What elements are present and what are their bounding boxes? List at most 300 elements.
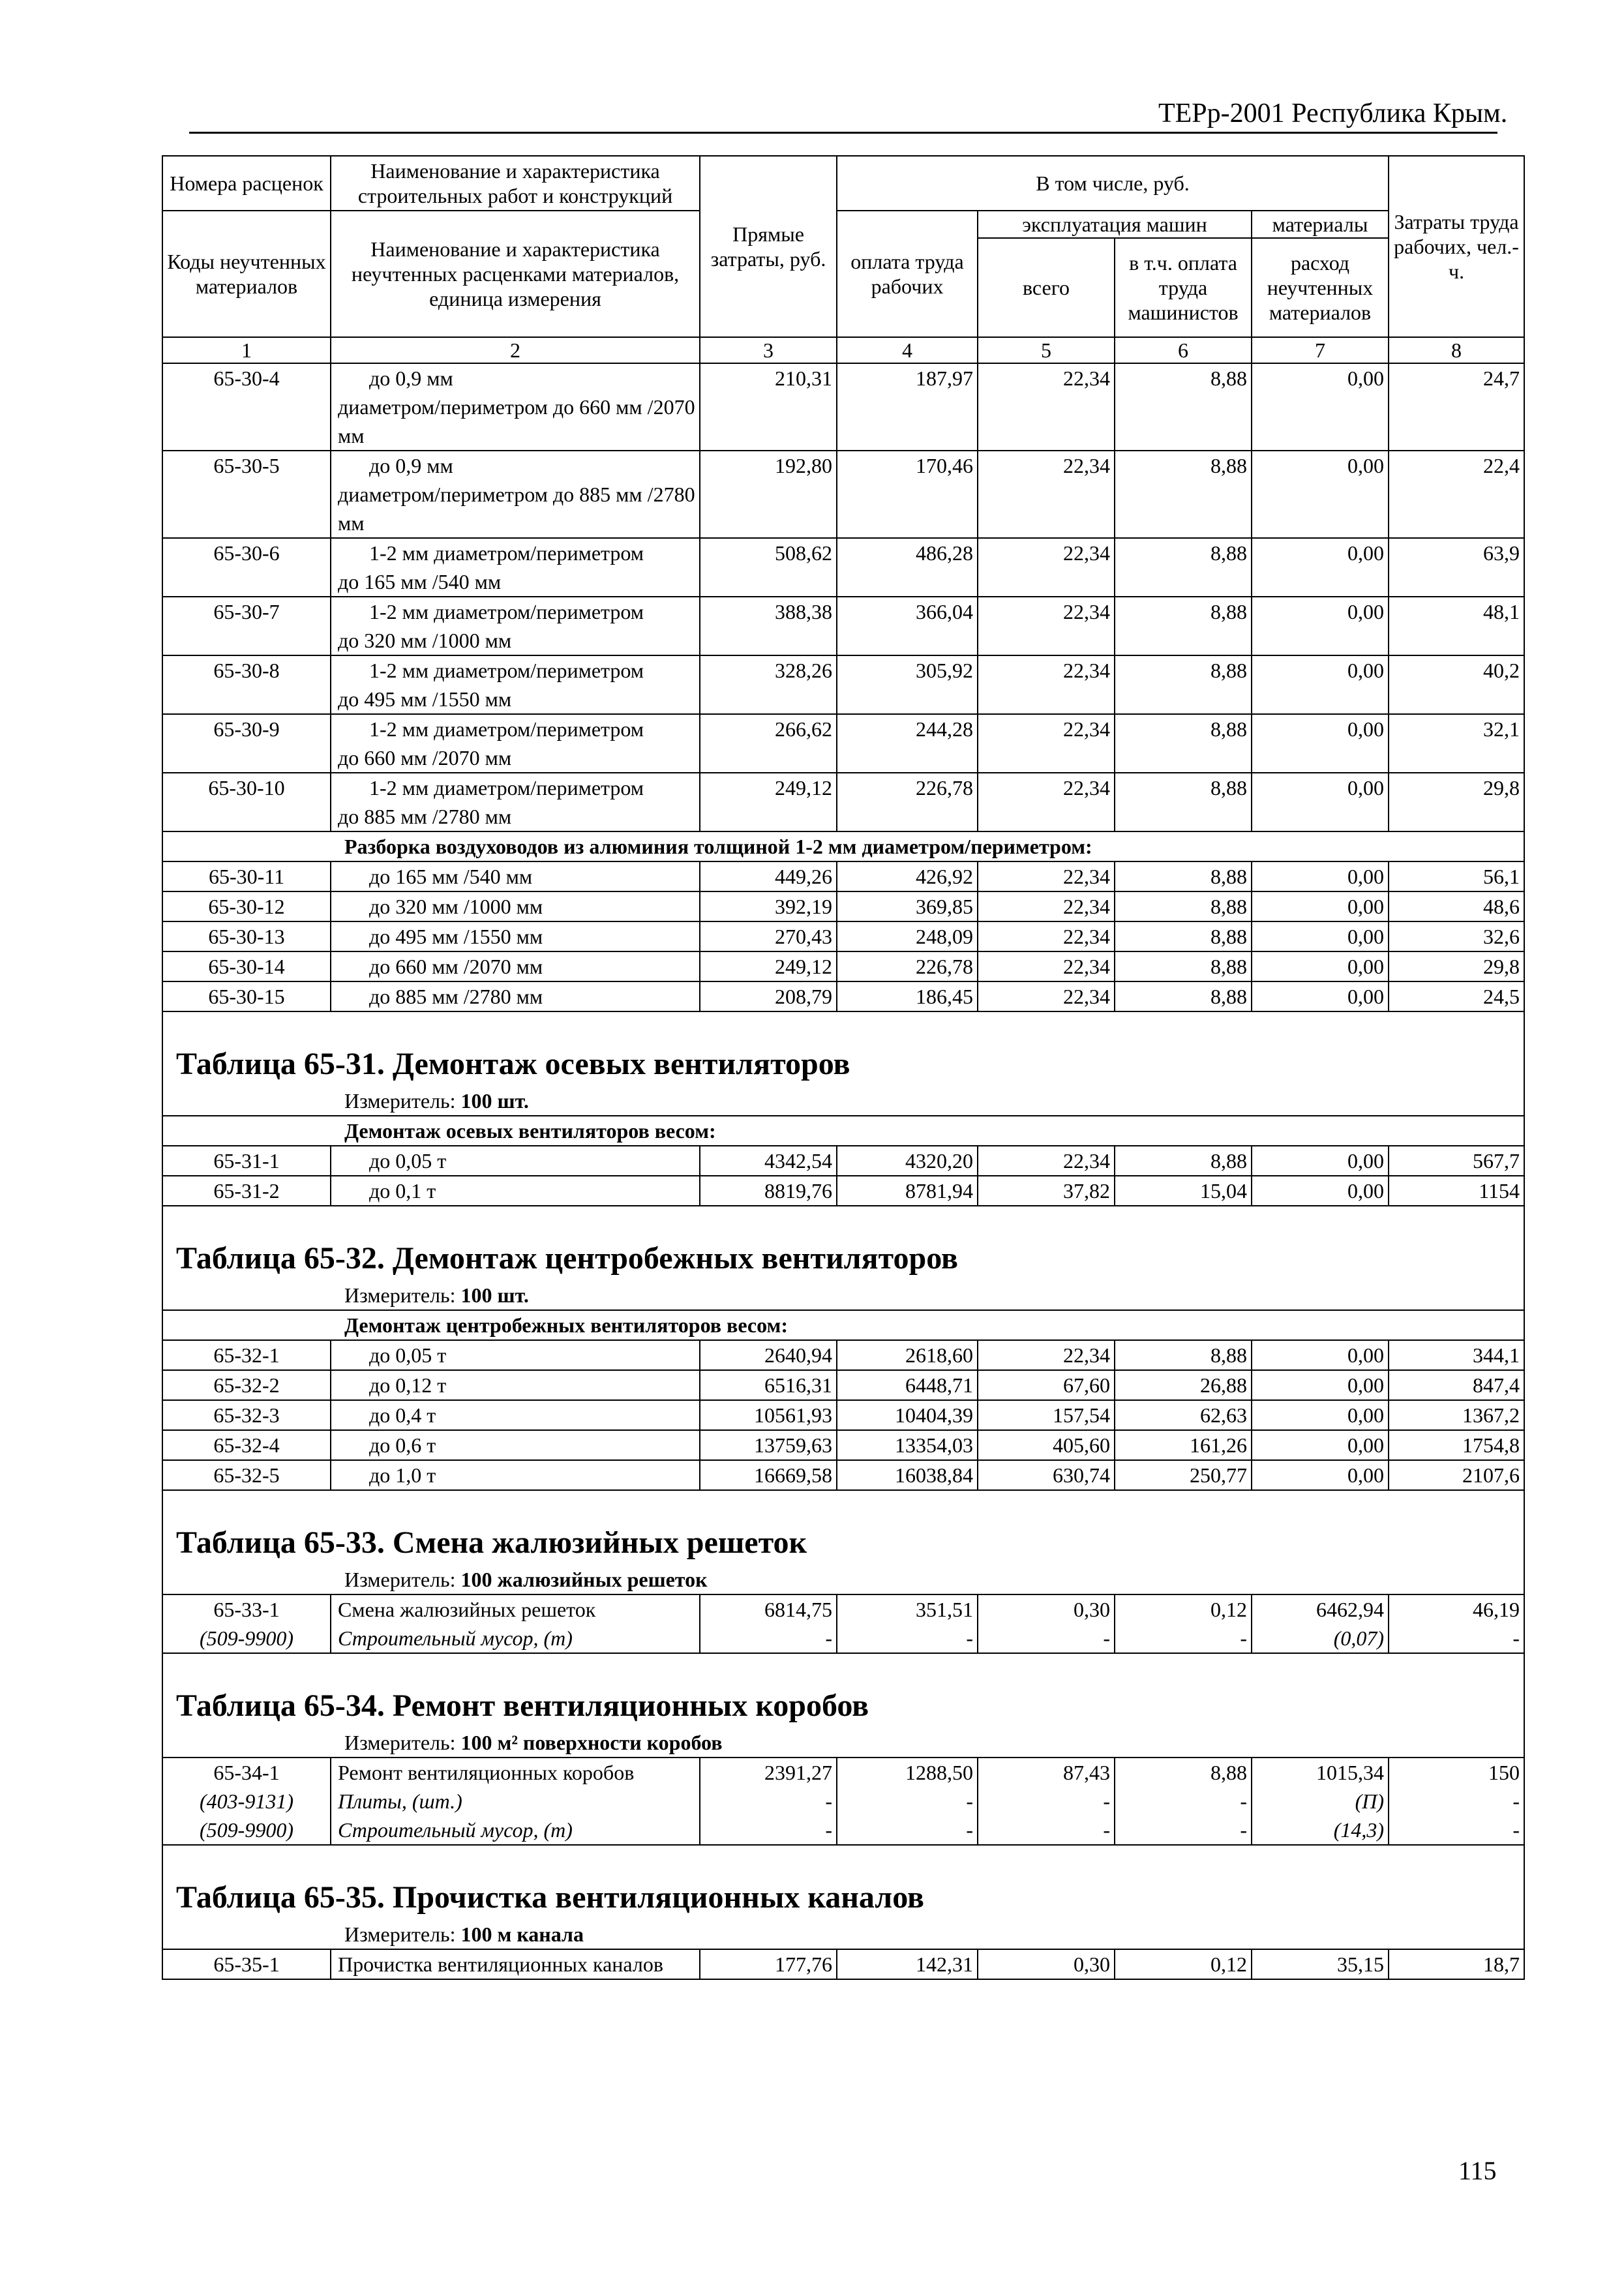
value-cell-col8: 22,4 <box>1389 451 1524 538</box>
rate-code: 65-30-5 <box>162 451 331 538</box>
value-cell-col6: 0,12 <box>1115 1594 1252 1624</box>
value-cell-col3: 208,79 <box>700 981 837 1011</box>
value-cell-col5: 87,43 <box>978 1758 1115 1787</box>
value-cell-col3: 16669,58 <box>700 1460 837 1490</box>
work-name <box>331 951 700 981</box>
value-cell-col6: 8,88 <box>1115 1146 1252 1176</box>
incl-header: В том числе, руб. <box>837 156 1389 211</box>
value-cell-col6: 8,88 <box>1115 981 1252 1011</box>
value-cell-col5: - <box>978 1624 1115 1653</box>
value-cell-col4: 2618,60 <box>837 1340 978 1370</box>
col3-header: Прямые затраты, руб. <box>700 156 837 337</box>
table-title: Таблица 65-31. Демонтаж осевых вентиляторов <box>162 1019 1524 1086</box>
work-name: Строительный мусор, (т) <box>331 1624 700 1653</box>
work-name: Плиты, (шт.) <box>331 1787 700 1816</box>
measure-value: 100 м² поверхности коробов <box>460 1731 723 1754</box>
rate-code: 65-34-1 <box>162 1758 331 1787</box>
value-cell-col6: - <box>1115 1624 1252 1653</box>
value-cell-col3: 6814,75 <box>700 1594 837 1624</box>
work-name: Ремонт вентиляционных коробов <box>331 1758 700 1787</box>
value-cell-col3: 6516,31 <box>700 1370 837 1400</box>
value-cell-col8: - <box>1389 1787 1524 1816</box>
col7-header: расход неучтенных материалов <box>1252 238 1389 337</box>
value-cell-col8: 24,7 <box>1389 363 1524 451</box>
col1-top-header: Номера расценок <box>162 156 331 211</box>
rate-code: 65-32-1 <box>162 1340 331 1370</box>
value-cell-col6: 62,63 <box>1115 1400 1252 1430</box>
value-cell-col5: - <box>978 1816 1115 1845</box>
value-cell-col8: - <box>1389 1816 1524 1845</box>
value-cell-col6: 8,88 <box>1115 538 1252 597</box>
rate-code: 65-30-11 <box>162 861 331 891</box>
value-cell-col6: 8,88 <box>1115 451 1252 538</box>
value-cell-col6: 15,04 <box>1115 1176 1252 1206</box>
work-name-text: до 0,05 т <box>369 1343 447 1367</box>
table-title: Таблица 65-33. Смена жалюзийных решеток <box>162 1497 1524 1565</box>
value-cell-col4: - <box>837 1624 978 1653</box>
table-row <box>162 1146 1524 1176</box>
colnum-7: 7 <box>1252 337 1389 363</box>
rate-code: 65-32-3 <box>162 1400 331 1430</box>
measure-label: Измеритель: <box>344 1922 456 1946</box>
value-cell-col4: 486,28 <box>837 538 978 597</box>
rate-code: 65-30-8 <box>162 655 331 714</box>
rate-code: 65-32-5 <box>162 1460 331 1490</box>
work-name <box>331 1460 700 1490</box>
value-cell-col5: 22,34 <box>978 981 1115 1011</box>
spacer-row <box>162 1011 1524 1019</box>
value-cell-col3: 13759,63 <box>700 1430 837 1460</box>
work-name-line2: диаметром/периметром до 885 мм /2780 мм <box>338 483 695 535</box>
work-name <box>331 921 700 951</box>
value-cell-col4: 244,28 <box>837 714 978 773</box>
value-cell-col5: 157,54 <box>978 1400 1115 1430</box>
work-name <box>331 773 700 831</box>
work-name <box>331 1400 700 1430</box>
value-cell-col7: 0,00 <box>1252 891 1389 921</box>
value-cell-col8: 29,8 <box>1389 951 1524 981</box>
value-cell-col7: 0,00 <box>1252 951 1389 981</box>
value-cell-col5: 37,82 <box>978 1176 1115 1206</box>
value-cell-col3: 270,43 <box>700 921 837 951</box>
table-title-row <box>162 1213 1524 1281</box>
section-row <box>162 1116 1524 1146</box>
value-cell-col5: 22,34 <box>978 363 1115 451</box>
value-cell-col3: 4342,54 <box>700 1146 837 1176</box>
measure-label: Измеритель: <box>344 1089 456 1113</box>
value-cell-col5: 22,34 <box>978 891 1115 921</box>
rate-code: 65-30-13 <box>162 921 331 951</box>
measure-row <box>162 1728 1524 1758</box>
value-cell-col6: - <box>1115 1816 1252 1845</box>
table-title: Таблица 65-34. Ремонт вентиляционных коробов <box>162 1660 1524 1728</box>
value-cell-col8: 1154 <box>1389 1176 1524 1206</box>
spacer-row <box>162 1653 1524 1660</box>
value-cell-col8: 847,4 <box>1389 1370 1524 1400</box>
value-cell-col7: 0,00 <box>1252 773 1389 831</box>
value-cell-col7: 0,00 <box>1252 597 1389 655</box>
value-cell-col4: 351,51 <box>837 1594 978 1624</box>
value-cell-col3: - <box>700 1787 837 1816</box>
measure-unit <box>162 1281 1524 1310</box>
work-name-text: до 0,12 т <box>369 1373 447 1397</box>
work-name <box>331 1176 700 1206</box>
value-cell-col5: 22,34 <box>978 1340 1115 1370</box>
value-cell-col8: 29,8 <box>1389 773 1524 831</box>
value-cell-col5: 22,34 <box>978 921 1115 951</box>
value-cell-col7: 0,00 <box>1252 363 1389 451</box>
work-name <box>331 1430 700 1460</box>
rate-code: 65-32-4 <box>162 1430 331 1460</box>
value-cell-col4: 426,92 <box>837 861 978 891</box>
rate-code: 65-31-2 <box>162 1176 331 1206</box>
value-cell-col3: 508,62 <box>700 538 837 597</box>
page-number: 115 <box>1458 2156 1497 2185</box>
value-cell-col5: 0,30 <box>978 1594 1115 1624</box>
rate-code: 65-30-7 <box>162 597 331 655</box>
table-row <box>162 1816 1524 1845</box>
value-cell-col4: 10404,39 <box>837 1400 978 1430</box>
table-row <box>162 1460 1524 1490</box>
value-cell-col4: 369,85 <box>837 891 978 921</box>
work-name-line2: до 320 мм /1000 мм <box>338 629 512 652</box>
value-cell-col5: 22,34 <box>978 538 1115 597</box>
work-name-line1: 1-2 мм диаметром/периметром <box>369 541 644 565</box>
table-row <box>162 921 1524 951</box>
value-cell-col8: 150 <box>1389 1758 1524 1787</box>
value-cell-col8: 32,1 <box>1389 714 1524 773</box>
work-name-line1: 1-2 мм диаметром/периметром <box>369 659 644 682</box>
rates-table <box>162 155 1525 1980</box>
value-cell-col7: 0,00 <box>1252 861 1389 891</box>
measure-value: 100 м канала <box>460 1922 584 1946</box>
col5-header: всего <box>978 238 1115 337</box>
col2-bottom-header: Наименование и характеристика неучтенных расценками материалов, единица измерения <box>331 211 700 337</box>
work-name-text: до 320 мм /1000 мм <box>369 895 543 918</box>
value-cell-col5: 22,34 <box>978 597 1115 655</box>
measure-unit <box>162 1920 1524 1949</box>
table-row <box>162 1176 1524 1206</box>
colnum-2: 2 <box>331 337 700 363</box>
value-cell-col8: 32,6 <box>1389 921 1524 951</box>
work-name: Смена жалюзийных решеток <box>331 1594 700 1624</box>
work-name-text: до 165 мм /540 мм <box>369 865 533 888</box>
table-title: Таблица 65-35. Прочистка вентиляционных каналов <box>162 1852 1524 1920</box>
measure-label: Измеритель: <box>344 1731 456 1754</box>
value-cell-col7: 0,00 <box>1252 1146 1389 1176</box>
value-cell-col7: 0,00 <box>1252 538 1389 597</box>
value-cell-col3: 10561,93 <box>700 1400 837 1430</box>
rate-code: 65-30-6 <box>162 538 331 597</box>
value-cell-col7: (П) <box>1252 1787 1389 1816</box>
value-cell-col8: 40,2 <box>1389 655 1524 714</box>
measure-value: 100 жалюзийных решеток <box>460 1568 708 1591</box>
table-title-row <box>162 1660 1524 1728</box>
value-cell-col6: - <box>1115 1787 1252 1816</box>
rate-code: 65-30-12 <box>162 891 331 921</box>
value-cell-col6: 0,12 <box>1115 1949 1252 1979</box>
value-cell-col8: 567,7 <box>1389 1146 1524 1176</box>
value-cell-col8: 48,1 <box>1389 597 1524 655</box>
work-name-line2: до 165 мм /540 мм <box>338 570 502 593</box>
section-heading: Разборка воздуховодов из алюминия толщиной 1-2 мм диаметром/периметром: <box>162 831 1524 861</box>
work-name: Прочистка вентиляционных каналов <box>331 1949 700 1979</box>
rate-code: (509-9900) <box>162 1816 331 1845</box>
value-cell-col8: 2107,6 <box>1389 1460 1524 1490</box>
table-row <box>162 1430 1524 1460</box>
value-cell-col7: 0,00 <box>1252 1176 1389 1206</box>
work-name <box>331 655 700 714</box>
table-row <box>162 363 1524 451</box>
value-cell-col3: - <box>700 1816 837 1845</box>
value-cell-col3: 8819,76 <box>700 1176 837 1206</box>
rate-code: 65-30-10 <box>162 773 331 831</box>
table-row <box>162 951 1524 981</box>
measure-value: 100 шт. <box>460 1089 529 1113</box>
value-cell-col7: 6462,94 <box>1252 1594 1389 1624</box>
value-cell-col8: 1754,8 <box>1389 1430 1524 1460</box>
rate-code: 65-32-2 <box>162 1370 331 1400</box>
table-row <box>162 538 1524 597</box>
value-cell-col7: (14,3) <box>1252 1816 1389 1845</box>
work-name <box>331 714 700 773</box>
value-cell-col7: 0,00 <box>1252 1340 1389 1370</box>
col6-header: в т.ч. оплата труда машинистов <box>1115 238 1252 337</box>
value-cell-col7: 1015,34 <box>1252 1758 1389 1787</box>
table-row <box>162 1370 1524 1400</box>
value-cell-col4: 226,78 <box>837 773 978 831</box>
rate-code: 65-30-4 <box>162 363 331 451</box>
rate-code: 65-33-1 <box>162 1594 331 1624</box>
work-name-line1: 1-2 мм диаметром/периметром <box>369 717 644 741</box>
value-cell-col6: 8,88 <box>1115 773 1252 831</box>
value-cell-col8: 24,5 <box>1389 981 1524 1011</box>
machines-header: эксплуатация машин <box>978 211 1252 238</box>
value-cell-col5: 22,34 <box>978 951 1115 981</box>
value-cell-col6: 8,88 <box>1115 1340 1252 1370</box>
work-name-line1: до 0,9 мм <box>369 367 453 390</box>
value-cell-col7: 0,00 <box>1252 1460 1389 1490</box>
col8-header: Затраты труда рабочих, чел.-ч. <box>1389 156 1524 337</box>
work-name-text: до 495 мм /1550 мм <box>369 925 543 948</box>
value-cell-col3: 392,19 <box>700 891 837 921</box>
rate-code: 65-30-15 <box>162 981 331 1011</box>
rate-code: 65-35-1 <box>162 1949 331 1979</box>
table-row <box>162 1594 1524 1624</box>
work-name <box>331 1340 700 1370</box>
table-title: Таблица 65-32. Демонтаж центробежных вентиляторов <box>162 1213 1524 1281</box>
table-row <box>162 597 1524 655</box>
value-cell-col4: 13354,03 <box>837 1430 978 1460</box>
measure-row <box>162 1920 1524 1949</box>
col4-header: оплата труда рабочих <box>837 211 978 337</box>
work-name <box>331 981 700 1011</box>
work-name <box>331 1370 700 1400</box>
colnum-8: 8 <box>1389 337 1524 363</box>
value-cell-col5: 22,34 <box>978 1146 1115 1176</box>
value-cell-col4: 187,97 <box>837 363 978 451</box>
value-cell-col4: 226,78 <box>837 951 978 981</box>
value-cell-col6: 8,88 <box>1115 951 1252 981</box>
measure-value: 100 шт. <box>460 1283 529 1307</box>
value-cell-col4: 1288,50 <box>837 1758 978 1787</box>
rate-code: (403-9131) <box>162 1787 331 1816</box>
value-cell-col4: - <box>837 1816 978 1845</box>
work-name-text: до 0,6 т <box>369 1433 436 1457</box>
col2-top-header: Наименование и характеристика строительных работ и конструкций <box>331 156 700 211</box>
table-title-row <box>162 1019 1524 1086</box>
table-row <box>162 714 1524 773</box>
work-name-text: до 1,0 т <box>369 1463 436 1487</box>
materials-header: материалы <box>1252 211 1389 238</box>
value-cell-col8: 1367,2 <box>1389 1400 1524 1430</box>
value-cell-col5: 22,34 <box>978 451 1115 538</box>
work-name-text: до 0,4 т <box>369 1403 436 1427</box>
colnum-5: 5 <box>978 337 1115 363</box>
measure-row <box>162 1281 1524 1310</box>
value-cell-col5: 630,74 <box>978 1460 1115 1490</box>
running-header: ТЕРр-2001 Республика Крым. <box>1158 98 1508 128</box>
value-cell-col7: 0,00 <box>1252 655 1389 714</box>
value-cell-col6: 8,88 <box>1115 363 1252 451</box>
value-cell-col7: 0,00 <box>1252 1400 1389 1430</box>
work-name <box>331 861 700 891</box>
value-cell-col4: 305,92 <box>837 655 978 714</box>
header-rule <box>189 132 1497 134</box>
value-cell-col6: 161,26 <box>1115 1430 1252 1460</box>
value-cell-col3: 266,62 <box>700 714 837 773</box>
value-cell-col8: 18,7 <box>1389 1949 1524 1979</box>
value-cell-col5: 0,30 <box>978 1949 1115 1979</box>
value-cell-col5: 22,34 <box>978 861 1115 891</box>
value-cell-col6: 250,77 <box>1115 1460 1252 1490</box>
value-cell-col3: 210,31 <box>700 363 837 451</box>
value-cell-col7: (0,07) <box>1252 1624 1389 1653</box>
table-row <box>162 891 1524 921</box>
value-cell-col5: 22,34 <box>978 655 1115 714</box>
table-row <box>162 773 1524 831</box>
work-name <box>331 451 700 538</box>
value-cell-col3: 2640,94 <box>700 1340 837 1370</box>
rate-code: 65-30-9 <box>162 714 331 773</box>
colnum-1: 1 <box>162 337 331 363</box>
spacer-cell <box>162 1845 1524 1852</box>
work-name-line2: до 660 мм /2070 мм <box>338 746 512 770</box>
value-cell-col6: 8,88 <box>1115 891 1252 921</box>
value-cell-col4: 6448,71 <box>837 1370 978 1400</box>
value-cell-col5: 22,34 <box>978 714 1115 773</box>
table-row <box>162 1624 1524 1653</box>
value-cell-col4: 248,09 <box>837 921 978 951</box>
spacer-row <box>162 1845 1524 1852</box>
value-cell-col6: 26,88 <box>1115 1370 1252 1400</box>
work-name-line2: диаметром/периметром до 660 мм /2070 мм <box>338 395 695 447</box>
value-cell-col4: 8781,94 <box>837 1176 978 1206</box>
value-cell-col8: 56,1 <box>1389 861 1524 891</box>
value-cell-col3: 177,76 <box>700 1949 837 1979</box>
work-name: Строительный мусор, (т) <box>331 1816 700 1845</box>
work-name <box>331 891 700 921</box>
colnum-3: 3 <box>700 337 837 363</box>
spacer-cell <box>162 1206 1524 1213</box>
work-name <box>331 1146 700 1176</box>
table-row <box>162 1758 1524 1787</box>
value-cell-col5: 22,34 <box>978 773 1115 831</box>
table-row <box>162 981 1524 1011</box>
value-cell-col4: 4320,20 <box>837 1146 978 1176</box>
rate-code: (509-9900) <box>162 1624 331 1653</box>
value-cell-col3: 328,26 <box>700 655 837 714</box>
table-row <box>162 1400 1524 1430</box>
col1-bottom-header: Коды неучтенных материалов <box>162 211 331 337</box>
value-cell-col7: 0,00 <box>1252 981 1389 1011</box>
value-cell-col7: 0,00 <box>1252 921 1389 951</box>
section-row <box>162 831 1524 861</box>
section-row <box>162 1310 1524 1340</box>
value-cell-col4: - <box>837 1787 978 1816</box>
work-name-text: до 885 мм /2780 мм <box>369 985 543 1008</box>
rate-code: 65-31-1 <box>162 1146 331 1176</box>
work-name-text: до 660 мм /2070 мм <box>369 955 543 978</box>
table-row <box>162 1340 1524 1370</box>
work-name-line1: 1-2 мм диаметром/периметром <box>369 600 644 623</box>
value-cell-col6: 8,88 <box>1115 597 1252 655</box>
table-title-row <box>162 1852 1524 1920</box>
value-cell-col4: 186,45 <box>837 981 978 1011</box>
work-name-text: до 0,05 т <box>369 1149 447 1173</box>
value-cell-col6: 8,88 <box>1115 921 1252 951</box>
value-cell-col6: 8,88 <box>1115 714 1252 773</box>
colnum-4: 4 <box>837 337 978 363</box>
value-cell-col4: 170,46 <box>837 451 978 538</box>
value-cell-col3: 192,80 <box>700 451 837 538</box>
spacer-cell <box>162 1490 1524 1497</box>
work-name-line1: 1-2 мм диаметром/периметром <box>369 776 644 800</box>
work-name <box>331 363 700 451</box>
spacer-cell <box>162 1011 1524 1019</box>
value-cell-col7: 0,00 <box>1252 1370 1389 1400</box>
spacer-row <box>162 1490 1524 1497</box>
work-name-text: до 0,1 т <box>369 1179 436 1203</box>
measure-unit <box>162 1728 1524 1758</box>
value-cell-col8: 344,1 <box>1389 1340 1524 1370</box>
value-cell-col5: - <box>978 1787 1115 1816</box>
value-cell-col5: 405,60 <box>978 1430 1115 1460</box>
value-cell-col3: - <box>700 1624 837 1653</box>
value-cell-col8: 48,6 <box>1389 891 1524 921</box>
value-cell-col7: 0,00 <box>1252 1430 1389 1460</box>
colnum-6: 6 <box>1115 337 1252 363</box>
value-cell-col3: 449,26 <box>700 861 837 891</box>
table-row <box>162 1787 1524 1816</box>
value-cell-col8: 46,19 <box>1389 1594 1524 1624</box>
table-title-row <box>162 1497 1524 1565</box>
work-name <box>331 597 700 655</box>
measure-unit <box>162 1565 1524 1594</box>
table-row <box>162 861 1524 891</box>
section-heading: Демонтаж центробежных вентиляторов весом: <box>162 1310 1524 1340</box>
value-cell-col4: 16038,84 <box>837 1460 978 1490</box>
value-cell-col6: 8,88 <box>1115 861 1252 891</box>
measure-label: Измеритель: <box>344 1283 456 1307</box>
spacer-row <box>162 1206 1524 1213</box>
work-name <box>331 538 700 597</box>
value-cell-col8: - <box>1389 1624 1524 1653</box>
value-cell-col7: 0,00 <box>1252 714 1389 773</box>
measure-label: Измеритель: <box>344 1568 456 1591</box>
work-name-line1: до 0,9 мм <box>369 454 453 477</box>
measure-row <box>162 1086 1524 1116</box>
